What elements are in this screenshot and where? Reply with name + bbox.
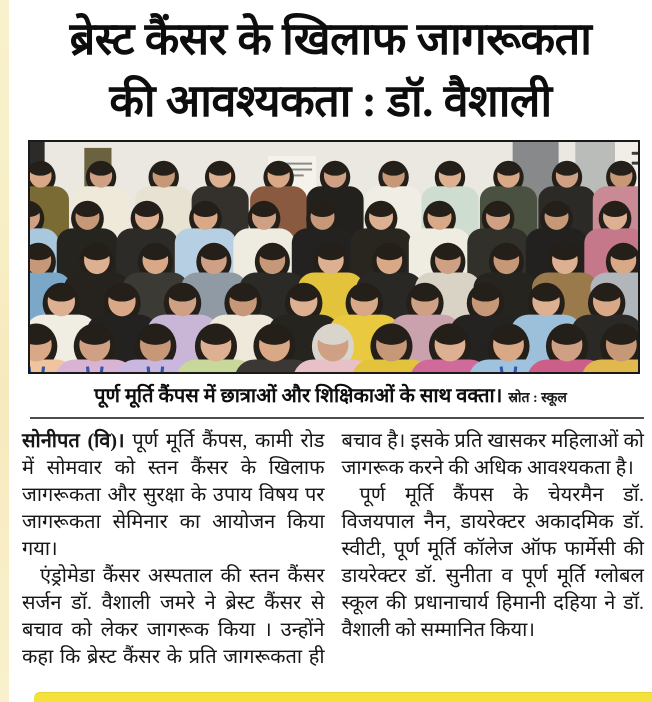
- scan-edge-stripe: [0, 0, 9, 702]
- divider-rule: [30, 417, 644, 419]
- article-paragraph-3: पूर्ण मूर्ति कैंपस के चेयरमैन डॉ. विजयपाल नैन, डायरेक्टर अकादमिक डॉ. स्वीटी, पूर्ण मूर्ति कॉलेज ऑफ फार्मेसी की डायरेक्टर डॉ. सुनीता व पूर्ण मूर्ति ग्लोबल स्कूल की प्रधानाचार्य हिमानी दहिया ने डॉ. वैशाली को सम्मानित किया।: [341, 484, 644, 641]
- clipping-content: [9, 0, 652, 702]
- group-photo-illustration: [30, 142, 640, 372]
- article-body: [22, 428, 644, 671]
- article-paragraph-1: [22, 428, 325, 563]
- paragraph-1-text: पूर्ण मूर्ति कैंपस, कामी रोड में सोमवार को स्तन कैंसर के खिलाफ जागरूकता और सुरक्षा के उपाय विषय पर जागरूकता सेमिनार का आयोजन किया गया।: [22, 430, 325, 560]
- headline-line-2: की आवश्यकता : डॉ. वैशाली: [109, 76, 552, 126]
- headline-line-1: ब्रेस्ट कैंसर के खिलाफ जागरूकता: [69, 14, 592, 64]
- group-photo: [28, 140, 640, 374]
- dateline: सोनीपत (वि)।: [22, 430, 125, 452]
- caption-text: पूर्ण मूर्ति कैंपस में छात्राओं और शिक्षिकाओं के साथ वक्ता।: [94, 385, 503, 407]
- article-paragraph-2: एंड्रोमेडा कैंसर अस्पताल की स्तन कैंसर सर्जन डॉ. वैशाली जमरे ने ब्रेस्ट कैंसर से बचाव को लेकर जागरूक किया । उन्होंने कहा कि ब्रेस्ट कैंसर के प्रति जागरूकता ही बचाव है। इसके प्रति खासकर महिलाओं को जागरूक करने की अधिक आवश्यकता है।: [22, 430, 644, 668]
- caption-credit: स्रोत : स्कूल: [508, 391, 567, 406]
- photo-caption: [9, 381, 652, 408]
- next-headline-highlight: [34, 693, 652, 702]
- headline: [9, 0, 652, 132]
